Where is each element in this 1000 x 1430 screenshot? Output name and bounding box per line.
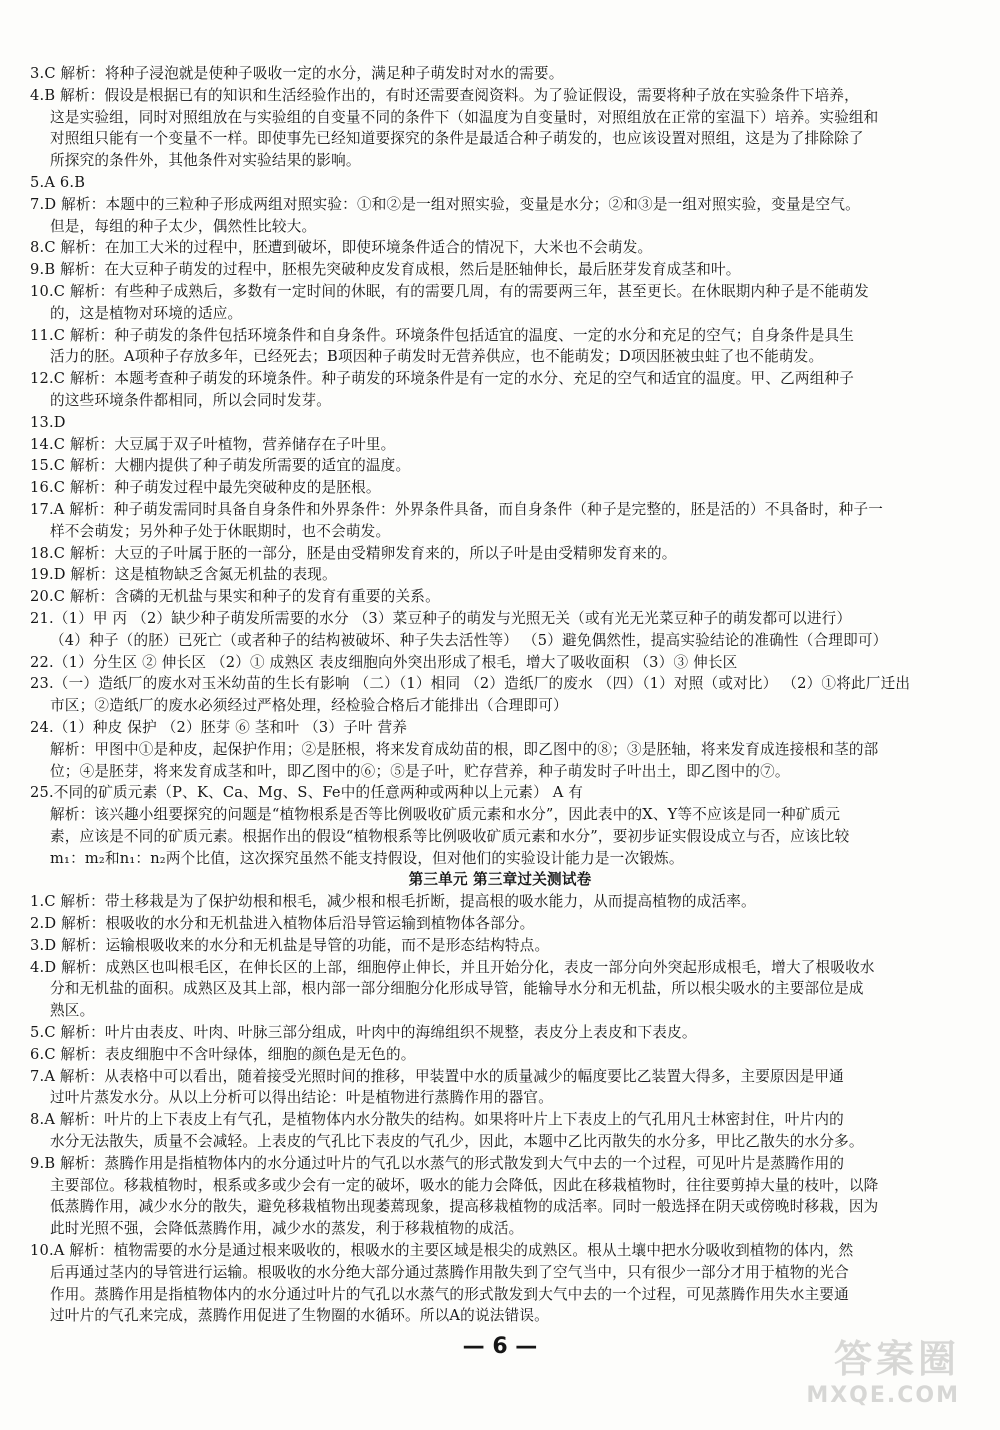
text-line: 11.C 解析：种子萌发的条件包括环境条件和自身条件。环境条件包括适宜的温度、一定的水分和充足的空气；自身条件是具生 [30, 326, 855, 344]
text-line: 7.D 解析：本题中的三粒种子形成两组对照实验：①和②是一组对照实验，变量是水分；②和③是一组对照实验，变量是空气。 [30, 195, 860, 213]
text-line: 解析：甲图中①是种皮，起保护作用；②是胚根，将来发育成幼苗的根，即乙图中的⑧；③是胚轴，将来发育成连接根和茎的部 [50, 740, 879, 758]
text-line: 12.C 解析：本题考查种子萌发的环境条件。种子萌发的环境条件是有一定的水分、充足的空气和适宜的温度。甲、乙两组种子 [30, 370, 855, 388]
text-line: 作用。蒸腾作用是指植物体内的水分通过叶片的气孔以水蒸气的形式散发到大气中去的一个过程，可见蒸腾作用失水主要通 [50, 1285, 849, 1303]
watermark-text-bottom: MXQE.COM [806, 1383, 960, 1408]
text-line: 10.C 解析：有些种子成熟后，多数有一定时间的休眠，有的需要几周，有的需要两三年，甚至更长。在休眠期内种子是不能萌发 [30, 282, 869, 300]
text-line: 20.C 解析：含磷的无机盐与果实和种子的发育有重要的关系。 [30, 588, 440, 606]
watermark-logo [795, 1328, 960, 1408]
text-line: 23.（一）造纸厂的废水对玉米幼苗的生长有影响 （二）（1）相同 （2）造纸厂的废水 （四）（1）对照（或对比） （2）①将此厂迁出 [30, 675, 911, 693]
text-line: 8.A 解析：叶片的上下表皮上有气孔，是植物体内水分散失的结构。如果将叶片上下表皮上的气孔用凡士林密封住，叶片内的 [30, 1111, 844, 1129]
text-line: 过叶片蒸发水分。从以上分析可以得出结论：叶是植物进行蒸腾作用的器官。 [50, 1089, 553, 1107]
text-line: 18.C 解析：大豆的子叶属于胚的一部分，胚是由受精卵发育来的，所以子叶是由受精卵发育来的。 [30, 544, 677, 562]
text-line: 这是实验组，同时对照组放在与实验组的自变量不同的条件下（如温度为自变量时，对照组放在正常的室温下）培养。实验组和 [50, 108, 879, 126]
text-line: 此时光照不强，会降低蒸腾作用，减少水的蒸发，利于移栽植物的成活。 [50, 1220, 524, 1238]
text-line: 8.C 解析：在加工大米的过程中，胚遭到破坏，即使环境条件适合的情况下，大米也不会萌发。 [30, 239, 653, 257]
section-heading: 第三单元 第三章过关测试卷 [408, 871, 592, 889]
text-line: 市区；②造纸厂的废水必须经过严格处理，经检验合格后才能排出（合理即可） [50, 697, 568, 715]
text-line: 主要部位。移栽植物时，根系或多或少会有一定的破坏，吸水的能力会降低，因此在移栽植物时，往往要剪掉大量的枝叶，以降 [50, 1176, 879, 1194]
text-line: 的，这是植物对环境的适应。 [50, 304, 243, 322]
text-line: 解析：该兴趣小组要探究的问题是“植物根系是否等比例吸收矿质元素和水分”，因此表中的X、Y等不应该是同一种矿质元 [50, 806, 841, 824]
text-line: 2.D 解析：根吸收的水分和无机盐进入植物体后沿导管运输到植物体各部分。 [30, 915, 535, 933]
text-line: 25.不同的矿质元素（P、K、Ca、Mg、S、Fe中的任意两种或两种以上元素） A 有 [30, 784, 584, 802]
watermark-text-top: 答案圈 [833, 1337, 960, 1381]
text-line: 19.D 解析：这是植物缺乏含氮无机盐的表现。 [30, 566, 337, 584]
text-line: 3.D 解析：运输根吸收来的水分和无机盐是导管的功能，而不是形态结构特点。 [30, 936, 550, 954]
text-line: 22.（1）分生区 ② 伸长区 （2）① 成熟区 表皮细胞向外突出形成了根毛，增大了吸收面积 （3）③ 伸长区 [30, 653, 738, 671]
text-line: 21.（1）甲 丙 （2）缺少种子萌发所需要的水分 （3）菜豆种子的萌发与光照无关（或有光无光菜豆种子的萌发都可以进行） [30, 609, 852, 627]
text-line: 4.D 解析：成熟区也叫根毛区，在伸长区的上部，细胞停止伸长，并且开始分化，表皮一部分向外突起形成根毛，增大了根吸收水 [30, 958, 875, 976]
text-line: 低蒸腾作用，减少水分的散失，避免移栽植物出现萎蔫现象，提高移栽植物的成活率。同时一般选择在阴天或傍晚时移栽，因为 [50, 1198, 879, 1216]
text-line: 7.A 解析：从表格中可以看出，随着接受光照时间的推移，甲装置中水的质量减少的幅度要比乙装置大得多，主要原因是甲通 [30, 1067, 844, 1085]
text-line: 分和无机盐的面积。成熟区及其上部，根内部一部分细胞分化形成导管，能输导水分和无机盐，所以根尖吸水的主要部位是成 [50, 980, 864, 998]
text-line: 样不会萌发；另外种子处于休眠期时，也不会萌发。 [50, 522, 391, 540]
text-line: 3.C 解析：将种子浸泡就是使种子吸收一定的水分，满足种子萌发时对水的需要。 [30, 65, 564, 82]
text-line: 所探究的条件外，其他条件对实验结果的影响。 [50, 152, 361, 170]
text-line: 13.D [30, 413, 66, 431]
answer-text [30, 63, 970, 1327]
text-line: 素，应该是不同的矿质元素。根据作出的假设“植物根系等比例吸收矿质元素和水分”，要初步证实假设成立与否，应该比较 [50, 827, 850, 845]
text-line: 6.C 解析：表皮细胞中不含叶绿体，细胞的颜色是无色的。 [30, 1045, 416, 1063]
text-line: 对照组只能有一个变量不一样。即使事先已经知道要探究的条件是最适合种子萌发的，也应该设置对照组，这是为了排除除了 [50, 130, 864, 148]
text-line: （4）种子（的胚）已死亡（或者种子的结构被破坏、种子失去活性等） （5）避免偶然性，提高实验结论的准确性（合理即可） [50, 631, 888, 649]
text-line: 的这些环境条件都相同，所以会同时发芽。 [50, 391, 332, 409]
text-line: m₁：m₂和n₁：n₂两个比值，这次探究虽然不能支持假设，但对他们的实验设计能力是一次锻炼。 [50, 849, 684, 867]
text-line: 但是，每组的种子太少，偶然性比较大。 [50, 217, 317, 235]
text-line: 过叶片的气孔来完成，蒸腾作用促进了生物圈的水循环。所以A的说法错误。 [50, 1307, 549, 1325]
text-line: 10.A 解析：植物需要的水分是通过根来吸收的，根吸水的主要区域是根尖的成熟区。根从土壤中把水分吸收到植物的体内，然 [30, 1242, 854, 1260]
text-line: 活力的胚。A项种子存放多年，已经死去；B项因种子萌发时无营养供应，也不能萌发；D项因胚被虫蛀了也不能萌发。 [50, 348, 824, 366]
text-line: 5.A 6.B [30, 173, 86, 191]
text-line: 9.B 解析：在大豆种子萌发的过程中，胚根先突破种皮发育成根，然后是胚轴伸长，最后胚芽发育成茎和叶。 [30, 261, 741, 279]
text-line: 16.C 解析：种子萌发过程中最先突破种皮的是胚根。 [30, 479, 381, 497]
text-line: 后再通过茎内的导管进行运输。根吸收的水分绝大部分通过蒸腾作用散失到了空气当中，只有很少一部分才用于植物的光合 [50, 1263, 849, 1281]
text-line: 5.C 解析：叶片由表皮、叶肉、叶脉三部分组成，叶肉中的海绵组织不规整，表皮分上表皮和下表皮。 [30, 1024, 697, 1042]
page-number: — 6 — [462, 1334, 538, 1359]
text-line: 24.（1）种皮 保护 （2）胚芽 ⑥ 茎和叶 （3）子叶 营养 [30, 718, 408, 736]
text-line: 4.B 解析：假设是根据已有的知识和生活经验作出的，有时还需要查阅资料。为了验证假设，需要将种子放在实验条件下培养， [30, 86, 859, 104]
text-line: 1.C 解析：带土移栽是为了保护幼根和根毛，减少根和根毛折断，提高根的吸水能力，从而提高植物的成活率。 [30, 893, 756, 911]
text-line: 14.C 解析：大豆属于双子叶植物，营养储存在子叶里。 [30, 435, 396, 453]
text-line: 位；④是胚芽，将来发育成茎和叶，即乙图中的⑥；⑤是子叶，贮存营养，种子萌发时子叶出土，即乙图中的⑦。 [50, 762, 790, 780]
text-line: 17.A 解析：种子萌发需同时具备自身条件和外界条件：外界条件具备，而自身条件（种子是完整的，胚是活的）不具备时，种子一 [30, 500, 884, 518]
text-line: 水分无法散失，质量不会减轻。上表皮的气孔比下表皮的气孔少，因此，本题中乙比丙散失的水分多，甲比乙散失的水分多。 [50, 1133, 864, 1151]
text-line: 9.B 解析：蒸腾作用是指植物体内的水分通过叶片的气孔以水蒸气的形式散发到大气中去的一个过程，可见叶片是蒸腾作用的 [30, 1154, 845, 1172]
text-line: 15.C 解析：大棚内提供了种子萌发所需要的适宜的温度。 [30, 457, 411, 475]
text-line: 熟区。 [50, 1002, 95, 1020]
